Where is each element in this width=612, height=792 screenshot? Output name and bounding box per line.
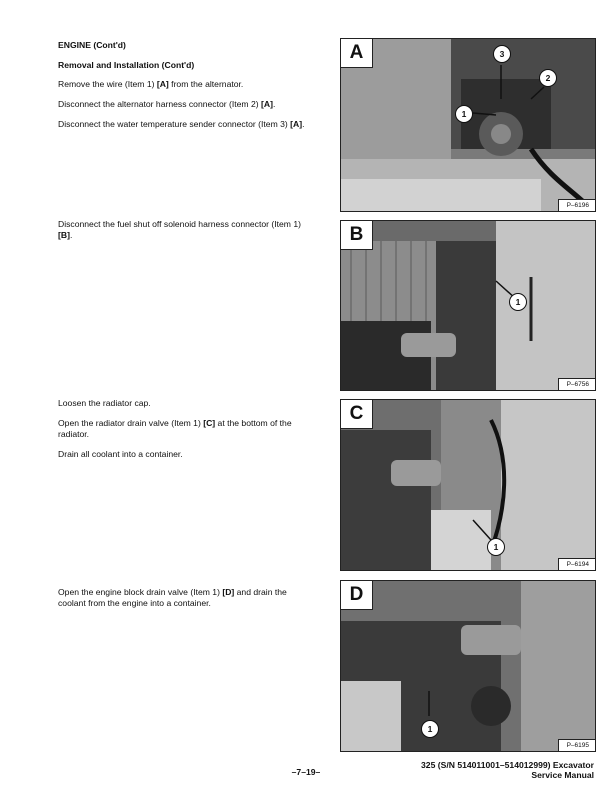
figure-a <box>340 38 596 212</box>
step-c1: Loosen the radiator cap. <box>58 398 151 408</box>
figure-a-code: P–6196 <box>558 199 595 211</box>
figure-d-photo <box>341 581 595 751</box>
manual-title-line1: 325 (S/N 514011001–514012999) Excavator <box>421 760 594 770</box>
figure-a-callout-1: 1 <box>455 105 473 123</box>
manual-title <box>421 760 594 780</box>
figure-b-photo <box>341 221 595 390</box>
figure-b-callout-1: 1 <box>509 293 527 311</box>
figure-a-letter: A <box>341 39 373 68</box>
step-a1: Remove the wire (Item 1) [A] from the alternator. <box>58 79 244 89</box>
manual-title-line2: Service Manual <box>531 770 594 780</box>
figure-a-photo <box>341 39 595 211</box>
figure-c-photo <box>341 400 595 570</box>
figure-b-letter: B <box>341 221 373 250</box>
step-a2: Disconnect the alternator harness connector (Item 2) [A]. <box>58 99 276 109</box>
step-b1: Disconnect the fuel shut off solenoid harness connector (Item 1) [B]. <box>58 219 301 240</box>
step-a3: Disconnect the water temperature sender connector (Item 3) [A]. <box>58 119 305 129</box>
figure-d-code: P–6195 <box>558 739 595 751</box>
step-c3: Drain all coolant into a container. <box>58 449 183 459</box>
figure-c-letter: C <box>341 400 373 429</box>
step-c2: Open the radiator drain valve (Item 1) [C] at the bottom of the radiator. <box>58 418 292 439</box>
figure-c <box>340 399 596 571</box>
figure-d-callout-1: 1 <box>421 720 439 738</box>
figure-d <box>340 580 596 752</box>
figure-b-code: P–6756 <box>558 378 595 390</box>
figure-a-callout-2: 2 <box>539 69 557 87</box>
section-heading: ENGINE (Cont'd) <box>58 40 126 50</box>
figure-a-callout-3: 3 <box>493 45 511 63</box>
subsection-heading: Removal and Installation (Cont'd) <box>58 60 195 70</box>
page-number: –7–19– <box>291 767 321 777</box>
figure-d-letter: D <box>341 581 373 610</box>
step-d1: Open the engine block drain valve (Item 1) [D] and drain the coolant from the engine into a container. <box>58 587 287 608</box>
figure-c-callout-1: 1 <box>487 538 505 556</box>
figure-b <box>340 220 596 391</box>
figure-c-code: P–6194 <box>558 558 595 570</box>
